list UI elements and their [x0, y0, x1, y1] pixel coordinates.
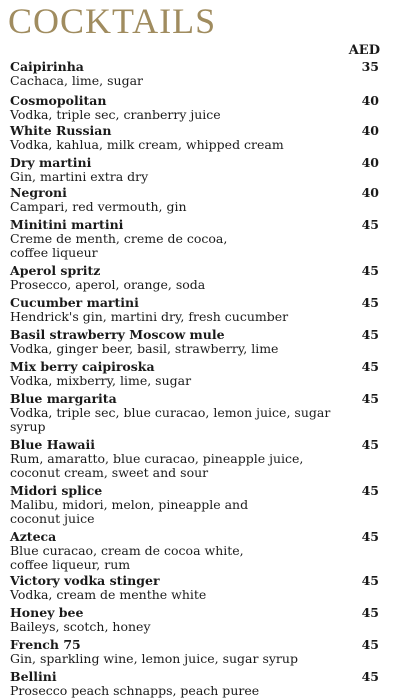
item-name: Blue margarita [10, 391, 117, 406]
item-name: Caipirinha [10, 59, 84, 74]
menu-item [10, 296, 385, 324]
item-description: Hendrick's gin, martini dry, fresh cucumber [10, 309, 289, 324]
item-name: French 75 [10, 637, 81, 652]
item-name: Honey bee [10, 605, 84, 620]
item-name: Basil strawberry Moscow mule [10, 327, 225, 342]
item-price: 45 [361, 295, 379, 310]
item-description: Prosecco peach schnapps, peach puree [10, 683, 260, 698]
item-price: 40 [361, 185, 379, 200]
menu-item [10, 94, 385, 122]
item-name: Azteca [10, 529, 57, 544]
menu-item [10, 60, 385, 88]
menu-item [10, 484, 385, 525]
menu-item [10, 156, 385, 184]
item-description: Rum, amaratto, blue curacao, pineapple juice, coconut cream, sweet and sour [10, 451, 304, 480]
menu-item [10, 574, 385, 602]
item-price: 45 [361, 327, 379, 342]
item-description: Prosecco, aperol, orange, soda [10, 277, 206, 292]
item-price: 40 [361, 155, 379, 170]
item-price: 45 [361, 637, 379, 652]
menu-item [10, 360, 385, 388]
item-price: 45 [361, 217, 379, 232]
item-price: 40 [361, 93, 379, 108]
item-description: Vodka, triple sec, blue curacao, lemon juice, sugar syrup [10, 405, 331, 434]
item-price: 45 [361, 529, 379, 544]
item-description: Gin, sparkling wine, lemon juice, sugar syrup [10, 651, 298, 666]
item-description: Vodka, cream de menthe white [10, 587, 207, 602]
item-name: Minitini martini [10, 217, 124, 232]
menu-item [10, 530, 385, 571]
item-price: 45 [361, 605, 379, 620]
menu-item [10, 392, 385, 433]
item-name: Negroni [10, 185, 67, 200]
item-price: 45 [361, 359, 379, 374]
menu-item [10, 124, 385, 152]
item-description: Baileys, scotch, honey [10, 619, 151, 634]
item-description: Gin, martini extra dry [10, 169, 149, 184]
item-name: Blue Hawaii [10, 437, 95, 452]
item-name: Cucumber martini [10, 295, 139, 310]
item-price: 45 [361, 573, 379, 588]
item-price: 45 [361, 669, 379, 684]
menu-item [10, 186, 385, 214]
item-name: Cosmopolitan [10, 93, 107, 108]
item-name: Victory vodka stinger [10, 573, 160, 588]
item-description: Vodka, ginger beer, basil, strawberry, lime [10, 341, 279, 356]
item-description: Blue curacao, cream de cocoa white, coffee liqueur, rum [10, 543, 244, 572]
item-name: Midori splice [10, 483, 103, 498]
menu-item [10, 328, 385, 356]
item-name: White Russian [10, 123, 112, 138]
item-description: Creme de menth, creme de cocoa, coffee liqueur [10, 231, 228, 260]
item-name: Aperol spritz [10, 263, 101, 278]
item-description: Cachaca, lime, sugar [10, 73, 144, 88]
menu-item [10, 606, 385, 634]
item-name: Dry martini [10, 155, 92, 170]
menu-item [10, 438, 385, 479]
item-price: 45 [361, 483, 379, 498]
item-price: 45 [361, 391, 379, 406]
item-description: Vodka, kahlua, milk cream, whipped cream [10, 137, 284, 152]
menu-item [10, 638, 385, 666]
item-description: Vodka, triple sec, cranberry juice [10, 107, 221, 122]
menu-item [10, 670, 385, 698]
item-price: 35 [361, 59, 379, 74]
item-price: 40 [361, 123, 379, 138]
item-description: Campari, red vermouth, gin [10, 199, 187, 214]
menu-item [10, 264, 385, 292]
menu-item [10, 218, 385, 259]
menu-title: COCKTAILS [8, 1, 217, 41]
item-name: Mix berry caipiroska [10, 359, 155, 374]
item-name: Bellini [10, 669, 57, 684]
item-description: Vodka, mixberry, lime, sugar [10, 373, 192, 388]
currency-label: AED [348, 43, 380, 58]
item-price: 45 [361, 263, 379, 278]
item-price: 45 [361, 437, 379, 452]
item-description: Malibu, midori, melon, pineapple and coconut juice [10, 497, 249, 526]
